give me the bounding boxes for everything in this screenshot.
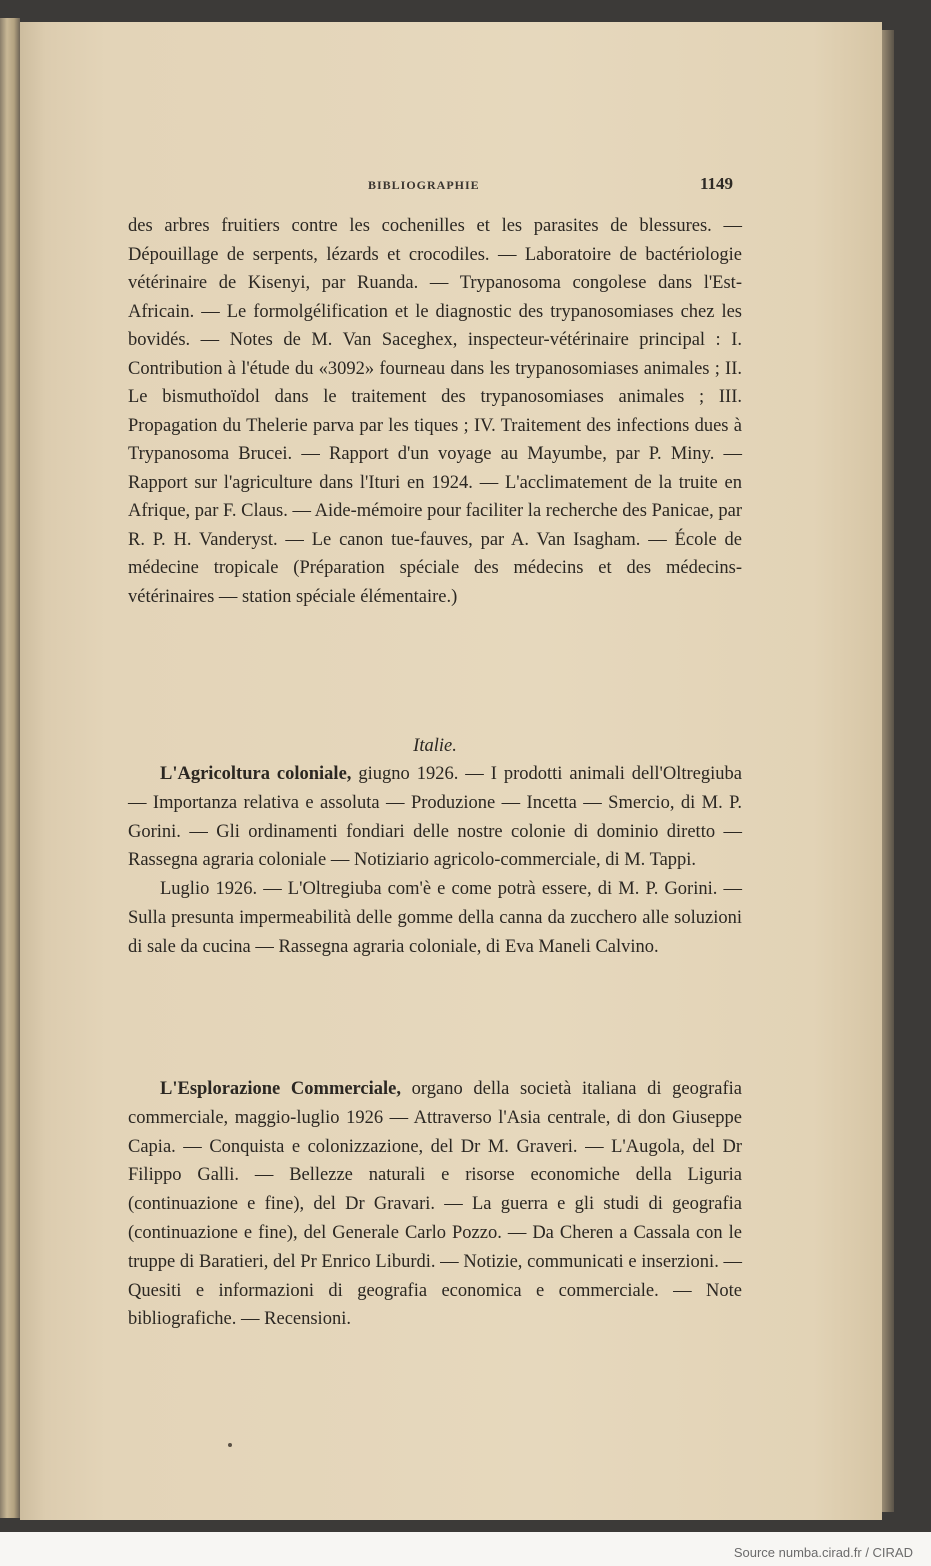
page-number: 1149 xyxy=(700,174,734,193)
page-edge xyxy=(882,30,894,1512)
entry-text: organo della società italiana di geografia commerciale, maggio-luglio 1926 — Attraverso l'Asia centrale, di don Giuseppe Capia. — Conquista e colonizzazione, del Dr M. Graveri. — L'Augola, del Dr Filippo Galli. — Bellezze naturali e risorse economiche della Liguria (continuazione e fine), del Dr Gravari. — La guerra e gli studi di geografia (continuazione e fine), del Generale Carlo Pozzo. — Da Cheren a Cassala con le truppe di Baratieri, del Pr Enrico Liburdi. — Notizie, communicati e inserzioni. — Quesiti e informazioni di geografia economica e commerciale. — Note bibliografiche. — Recensioni. xyxy=(128,1079,742,1330)
section-title: Italie. xyxy=(413,736,457,756)
source-credit: Source numba.cirad.fr / CIRAD xyxy=(733,1545,913,1560)
running-head: BIBLIOGRAPHIE xyxy=(368,178,480,192)
ink-mark xyxy=(228,1443,232,1447)
continuation-text: des arbres fruitiers contre les cochenilles et les parasites de blessures. — Dépouillage de serpents, lézards et crocodiles. — Laboratoire de bactériologie vétérinaire de Kisenyi, par Ruanda. — Trypanosoma congolese dans l'Est-Africain. — Le formolgélification et le diagnostic des trypanosomiases chez les bovidés. — Notes de M. Van Saceghex, inspecteur-vétérinaire principal : I. Contribution à l'étude du «3092» fourneau dans les trypanosomiases animales ; II. Le bismuthoïdol dans le traitement des trypanosomiases animales ; III. Propagation du Thelerie parva par les tiques ; IV. Traitement des infections dues à Trypanosoma Brucei. — Rapport d'un voyage au Mayumbe, par P. Miny. — Rapport sur l'agriculture dans l'Ituri en 1924. — L'acclimatement de la truite en Afrique, par F. Claus. — Aide-mémoire pour faciliter la recherche des Panicae, par R. P. H. Vanderyst. — Le canon tue-fauves, par A. Van Isagham. — École de médecine tropicale (Préparation spéciale des médecins et des médecins-vétérinaires — station spéciale élémentaire.) xyxy=(128,216,742,607)
continuation-paragraph xyxy=(128,212,742,611)
journal-title: L'Esplorazione Commerciale, xyxy=(160,1079,402,1099)
entry-second-paragraph: Luglio 1926. — L'Oltregiuba com'è e come potrà essere, di M. P. Gorini. — Sulla presunta impermeabilità delle gomme della canna da zucchero alle soluzioni di sale da cucina — Rassegna agraria coloniale, di Eva Maneli Calvino. xyxy=(128,879,742,957)
bibliography-entry xyxy=(128,760,742,962)
entry-text: giugno 1926. — I prodotti animali dell'Oltregiuba — Importanza relativa e assoluta — Produzione — Incetta — Smercio, di M. P. Gorini. — Gli ordinamenti fondiari delle nostre colonie di dominio diretto — Rassegna agraria coloniale — Notiziario agricolo-commerciale, di M. Tappi. xyxy=(128,764,742,871)
bibliography-entry xyxy=(128,1075,742,1334)
entry-paragraph xyxy=(128,1075,742,1334)
entry-paragraph xyxy=(128,760,742,875)
journal-title: L'Agricoltura coloniale, xyxy=(160,764,352,784)
left-page-stack xyxy=(0,18,20,1518)
